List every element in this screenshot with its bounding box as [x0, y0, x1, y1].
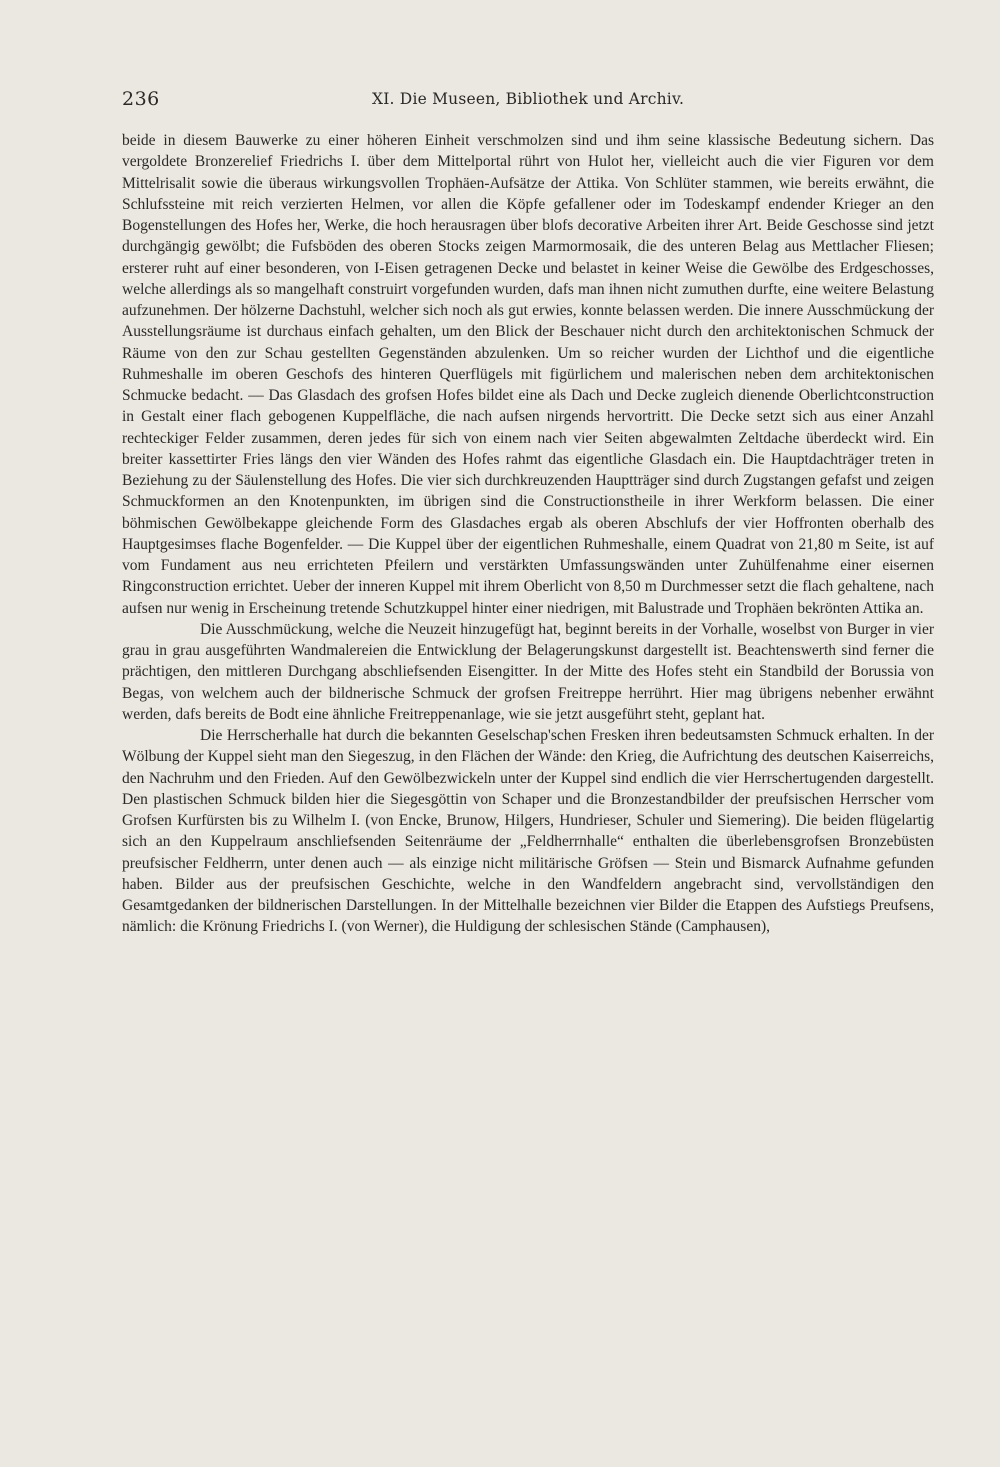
- running-title: XI. Die Museen, Bibliothek und Archiv.: [372, 90, 685, 108]
- paragraph-2: Die Ausschmückung, welche die Neuzeit hinzugefügt hat, beginnt bereits in der Vorhalle, woselbst von Burger in vier grau in grau ausgeführten Wandmalereien die Entwicklung der Belagerungskunst dargestellt ist. Beachtenswerth sind ferner die prächtigen, den mittleren Durchgang abschliefsenden Eisengitter. In der Mitte des Hofes steht ein Standbild der Borussia von Begas, von welchem auch der bildnerische Schmuck der grofsen Freitreppe herrührt. Hier mag übrigens nebenher erwähnt werden, dafs bereits de Bodt eine ähnliche Freitreppenanlage, wie sie jetzt ausgeführt steht, geplant hat.: [122, 620, 934, 723]
- page-header: [122, 88, 920, 118]
- page-number: 236: [122, 88, 160, 110]
- paragraph-1: beide in diesem Bauwerke zu einer höheren Einheit verschmolzen sind und ihm seine klassische Bedeutung sichern. Das vergoldete Bronzerelief Friedrichs I. über dem Mittelportal rührt von Hulot her, vielleicht auch die vier Figuren vor dem Mittelrisalit sowie die überaus wirkungsvollen Trophäen-Aufsätze der Attika. Von Schlüter stammen, wie bereits erwähnt, die Schlufssteine mit reich verzierten Helmen, vor allen die Köpfe gefallener oder im Todeskampf endender Krieger an den Bogenstellungen des Hofes her, Werke, die hoch herausragen über blofs decorative Arbeiten ihrer Art. Beide Geschosse sind jetzt durchgängig gewölbt; die Fufsböden des oberen Stocks zeigen Marmormosaik, die des unteren Belag aus Mettlacher Fliesen; ersterer ruht auf einer besonderen, von I-Eisen getragenen Decke und belastet in keiner Weise die Gewölbe des Erdgeschosses, welche allerdings als so mangelhaft construirt vorgefunden wurden, dafs man ihnen nicht zumuthen durfte, eine weitere Belastung aufzunehmen. Der hölzerne Dachstuhl, welcher sich noch als gut erwies, konnte belassen werden. Die innere Ausschmückung der Ausstellungsräume ist durchaus einfach gehalten, um den Blick der Beschauer nicht durch den architektonischen Schmuck der Räume von den zur Schau gestellten Gegenständen abzulenken. Um so reicher wurden der Lichthof und die eigentliche Ruhmeshalle im oberen Geschofs des hinteren Querflügels mit figürlichem und malerischen neben dem architektonischen Schmucke bedacht. — Das Glasdach des grofsen Hofes bildet eine als Dach und Decke zugleich dienende Oberlichtconstruction in Gestalt einer flach gebogenen Kuppelfläche, die nach aufsen nirgends hervortritt. Die Decke setzt sich aus einer Anzahl rechteckiger Felder zusammen, deren jedes für sich von einem nach vier Seiten abgewalmten Zeltdache überdeckt wird. Ein breiter kassettirter Fries längs den vier Wänden des Hofes rahmt das eigentliche Glasdach ein. Die Hauptdachträger treten in Beziehung zu der Säulenstellung des Hofes. Die vier sich durchkreuzenden Hauptträger sind durch Zugstangen gefafst und zeigen Schmuckformen an den Knotenpunkten, im übrigen sind die Constructionstheile in ihrer Werkform belassen. Die einer böhmischen Gewölbekappe gleichende Form des Glasdaches ergab als oberen Abschlufs der vier Hoffronten oberhalb des Hauptgesimses flache Bogenfelder. — Die Kuppel über der eigentlichen Ruhmeshalle, einem Quadrat von 21,80 m Seite, ist auf vom Fundament aus neu errichteten Pfeilern und verstärkten Umfassungswänden unter Zuhülfenahme einer eisernen Ringconstruction errichtet. Ueber der inneren Kuppel mit ihrem Oberlicht von 8,50 m Durchmesser setzt die flach gehaltene, nach aufsen nur wenig in Erscheinung tretende Schutzkuppel hinter einer niedrigen, mit Balustrade und Trophäen bekrönten Attika an.: [122, 132, 934, 617]
- paragraph-3: Die Herrscherhalle hat durch die bekannten Geselschap'schen Fresken ihren bedeutsamsten Schmuck erhalten. In der Wölbung der Kuppel sieht man den Siegeszug, in den Flächen der Wände: den Krieg, die Aufrichtung des deutschen Kaiserreichs, den Nachruhm und den Frieden. Auf den Gewölbezwickeln unter der Kuppel sind endlich die vier Herrschertugenden dargestellt. Den plastischen Schmuck bilden hier die Siegesgöttin von Schaper und die Bronzestandbilder der preufsischen Herrscher vom Grofsen Kurfürsten bis zu Wilhelm I. (von Encke, Brunow, Hilgers, Hundrieser, Schuler und Siemering). Die beiden flügelartig sich an den Kuppelraum anschliefsenden Seitenräume der „Feldherrnhalle“ enthalten die überlebensgrofsen Bronzebüsten preufsischer Feldherrn, unter denen auch — als einzige nicht militärische Gröfsen — Stein und Bismarck Aufnahme gefunden haben. Bilder aus der preufsischen Geschichte, welche in den Wandfeldern angebracht sind, vervollständigen den Gesamtgedanken der bildnerischen Darstellungen. In der Mittelhalle bezeichnen vier Bilder die Etappen des Aufstiegs Preufsens, nämlich: die Krönung Friedrichs I. (von Werner), die Huldigung der schlesischen Stände (Camphausen),: [122, 727, 934, 936]
- body-text: [122, 130, 934, 938]
